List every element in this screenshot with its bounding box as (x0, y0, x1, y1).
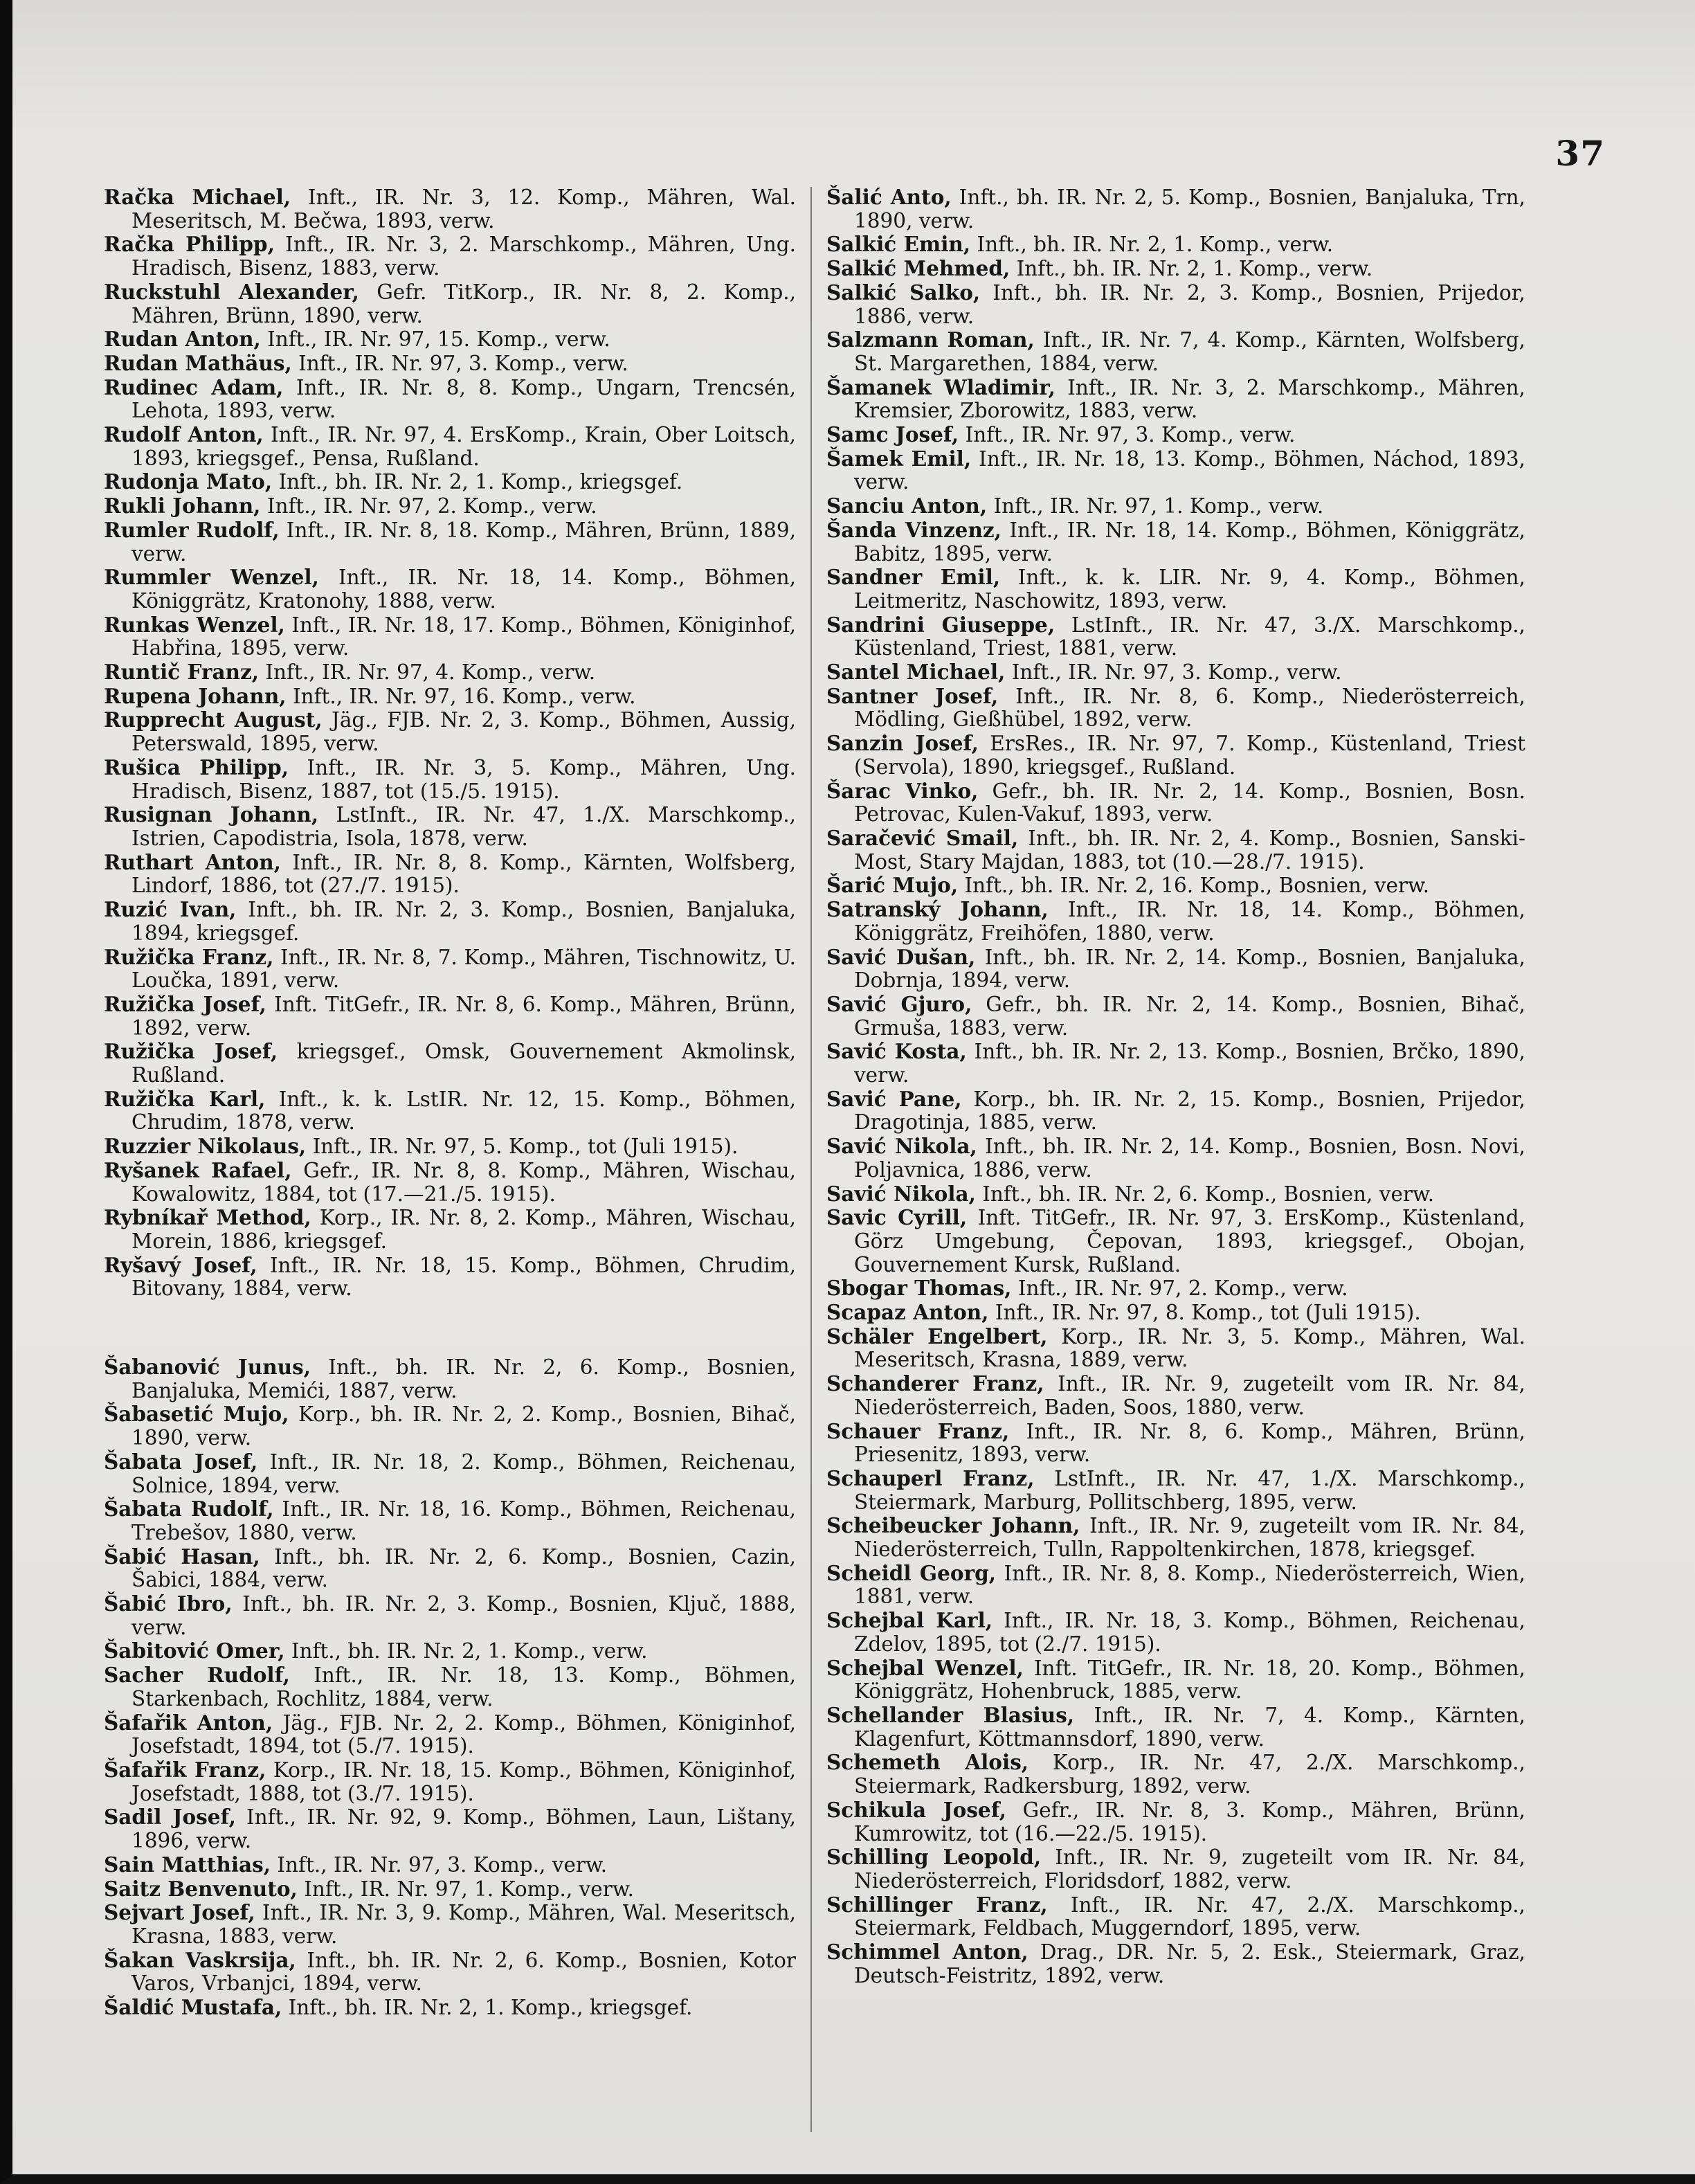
left-column (104, 186, 796, 2020)
register-entry (104, 660, 796, 685)
register-entry (826, 1301, 1525, 1325)
entry-name: Ružička Franz, (104, 944, 274, 969)
entry-name: Satranský Johann, (826, 897, 1049, 922)
entry-name: Sejvart Josef, (104, 1900, 255, 1925)
entry-details: Drag., DR. Nr. 5, 2. Esk., Steiermark, Graz, Deutsch-Feistritz, 1892, verw. (854, 1940, 1525, 1987)
entry-details: Inft., IR. Nr. 18, 14. Komp., Böhmen, Königgrätz, Babitz, 1895, verw. (854, 518, 1525, 566)
entry-details: Korp., IR. Nr. 8, 2. Komp., Mähren, Wischau, Morein, 1886, kriegsgef. (132, 1206, 796, 1253)
register-entry (826, 281, 1525, 328)
register-entry (104, 494, 796, 518)
entry-name: Saitz Benvenuto, (104, 1876, 298, 1901)
entry-name: Schimmel Anton, (826, 1940, 1028, 1965)
entry-name: Šamanek Wladimir, (826, 374, 1055, 399)
entry-details: Inft., bh. IR. Nr. 2, 1. Komp., kriegsgef. (282, 1996, 693, 2020)
entry-name: Savić Nikola, (826, 1181, 976, 1206)
entry-details: Inft., IR. Nr. 97, 3. Komp., verw. (271, 1852, 608, 1877)
entry-name: Sadil Josef, (104, 1805, 236, 1830)
entry-name: Račka Michael, (104, 185, 291, 209)
entry-name: Scheibeucker Johann, (826, 1513, 1080, 1538)
entry-name: Ružička Josef, (104, 991, 266, 1016)
register-entry (104, 1949, 796, 1996)
entry-details: Inft. TitGefr., IR. Nr. 97, 3. ErsKomp., Küstenland, Görz Umgebung, Čepovan, 1893, kriegsgef., Obojan, Gouvernement Kursk, Rußland. (854, 1206, 1525, 1276)
entry-name: Šabata Rudolf, (104, 1497, 274, 1522)
register-entry (826, 898, 1525, 945)
register-entry (104, 1663, 796, 1711)
entry-name: Santel Michael, (826, 660, 1006, 685)
entry-name: Savić Nikola, (826, 1134, 977, 1159)
register-entry (826, 1276, 1525, 1301)
entry-details: Inft., IR. Nr. 47, 2./X. Marschkomp., Steiermark, Feldbach, Muggerndorf, 1895, verw. (854, 1893, 1525, 1940)
entry-name: Schanderer Franz, (826, 1371, 1044, 1396)
entry-name: Savić Gjuro, (826, 991, 972, 1016)
entry-details: Inft., IR. Nr. 3, 2. Marschkomp., Mähren, Ung. Hradisch, Bisenz, 1883, verw. (132, 233, 797, 280)
entry-name: Sbogar Thomas, (826, 1276, 1012, 1301)
entry-name: Salkić Emin, (826, 232, 971, 257)
entry-name: Schäler Engelbert, (826, 1324, 1048, 1348)
entry-details: kriegsgef., Omsk, Gouvernement Akmolinsk, Rußland. (132, 1040, 796, 1088)
register-entry (826, 732, 1525, 779)
entry-name: Salzmann Roman, (826, 327, 1035, 352)
entry-name: Šafařik Anton, (104, 1710, 273, 1735)
register-entry (826, 257, 1525, 281)
register-entry (104, 1402, 796, 1450)
entry-name: Rudan Anton, (104, 327, 261, 352)
entry-name: Šafařik Franz, (104, 1758, 266, 1782)
register-entry (104, 566, 796, 613)
register-entry (826, 447, 1525, 494)
entry-details: Inft., IR. Nr. 97, 1. Komp., verw. (297, 1877, 634, 1901)
register-entry (826, 1798, 1525, 1845)
entry-details: Inft., IR. Nr. 97, 2. Komp., verw. (1011, 1276, 1348, 1301)
register-entry (104, 993, 796, 1040)
entry-details: Inft., IR. Nr. 9, zugeteilt vom IR. Nr. 84, Niederösterreich, Tulln, Rappoltenkirchen, 1878, kriegsgef. (854, 1514, 1525, 1562)
entry-name: Rumler Rudolf, (104, 517, 280, 542)
entry-name: Ruthart Anton, (104, 849, 281, 874)
entry-details: Inft., IR. Nr. 18, 15. Komp., Böhmen, Chrudim, Bitovany, 1884, verw. (132, 1253, 796, 1301)
entry-details: Inft., k. k. LstIR. Nr. 12, 15. Komp., Böhmen, Chrudim, 1878, verw. (132, 1087, 796, 1135)
entry-details: Inft. TitGefr., IR. Nr. 18, 20. Komp., Böhmen, Königgrätz, Hohenbruck, 1885, verw. (854, 1656, 1525, 1704)
register-entry (104, 1159, 796, 1206)
entry-details: Korp., IR. Nr. 18, 15. Komp., Böhmen, Königinhof, Josefstadt, 1888, tot (3./7. 1915). (132, 1758, 796, 1805)
entry-name: Scheidl Georg, (826, 1560, 997, 1585)
entry-details: Inft., IR. Nr. 3, 9. Komp., Mähren, Wal. Meseritsch, Krasna, 1883, verw. (132, 1901, 796, 1948)
entry-name: Savić Dušan, (826, 944, 976, 969)
entry-name: Sacher Rudolf, (104, 1663, 290, 1688)
entry-name: Šakan Vaskrsija, (104, 1947, 296, 1972)
entry-details: Inft., bh. IR. Nr. 2, 14. Komp., Bosnien, Banjaluka, Dobrnja, 1894, verw. (854, 945, 1525, 993)
register-entry (104, 1758, 796, 1805)
entry-details: Inft., bh. IR. Nr. 2, 3. Komp., Bosnien, Ključ, 1888, verw. (132, 1592, 797, 1639)
entry-name: Sandrini Giuseppe, (826, 612, 1055, 637)
entry-name: Rybníkař Method, (104, 1205, 311, 1230)
register-entry (104, 423, 796, 470)
register-entry (104, 756, 796, 803)
register-entry (104, 1996, 796, 2020)
entry-name: Rukli Johann, (104, 494, 261, 518)
entry-name: Rudolf Anton, (104, 422, 264, 447)
entry-name: Schauer Franz, (826, 1418, 1010, 1443)
entry-details: Inft., IR. Nr. 7, 4. Komp., Kärnten, Wolfsberg, St. Margarethen, 1884, verw. (854, 328, 1525, 375)
entry-name: Šabanović Junus, (104, 1355, 311, 1380)
register-entry (104, 613, 796, 660)
register-entry (826, 1704, 1525, 1751)
register-entry (826, 1325, 1525, 1372)
entry-details: Inft., IR. Nr. 97, 5. Komp., tot (Juli 1915). (306, 1135, 738, 1159)
register-entry (104, 1497, 796, 1544)
entry-details: Inft., bh. IR. Nr. 2, 1. Komp., kriegsgef. (272, 470, 683, 494)
register-entry (826, 1040, 1525, 1087)
section-gap (104, 1301, 796, 1355)
register-entry (826, 494, 1525, 518)
entry-name: Ryšanek Rafael, (104, 1157, 292, 1182)
entry-details: Inft., IR. Nr. 9, zugeteilt vom IR. Nr. 84, Niederösterreich, Floridsdorf, 1882, verw. (854, 1845, 1525, 1893)
register-entry (104, 946, 796, 993)
entry-details: Inft., bh. IR. Nr. 2, 14. Komp., Bosnien, Bosn. Novi, Poljavnica, 1886, verw. (854, 1135, 1525, 1182)
register-entry (104, 376, 796, 423)
entry-name: Savić Kosta, (826, 1039, 967, 1064)
entry-details: Inft., IR. Nr. 8, 18. Komp., Mähren, Brünn, 1889, verw. (132, 518, 796, 566)
entry-details: Inft., IR. Nr. 8, 6. Komp., Niederösterreich, Mödling, Gießhübel, 1892, verw. (854, 684, 1525, 732)
column-divider (810, 187, 812, 2132)
entry-details: Inft., bh. IR. Nr. 2, 6. Komp., Bosnien, Cazin, Šabici, 1884, verw. (132, 1544, 796, 1592)
entry-details: Inft., IR. Nr. 18, 13. Komp., Böhmen, Náchod, 1893, verw. (854, 446, 1525, 494)
entry-name: Ryšavý Josef, (104, 1252, 257, 1277)
register-entry (826, 1893, 1525, 1940)
register-entry (826, 1609, 1525, 1656)
register-entry (826, 779, 1525, 827)
entry-details: Inft., IR. Nr. 9, zugeteilt vom IR. Nr. 84, Niederösterreich, Baden, Soos, 1880, verw. (854, 1372, 1525, 1419)
entry-name: Sandner Emil, (826, 565, 1001, 590)
entry-name: Sanzin Josef, (826, 731, 979, 756)
entry-details: Inft., IR. Nr. 18, 2. Komp., Böhmen, Reichenau, Solnice, 1894, verw. (132, 1450, 796, 1497)
entry-name: Ružička Karl, (104, 1086, 266, 1111)
entry-details: Inft., IR. Nr. 97, 3. Komp., verw. (959, 423, 1296, 447)
register-entry (104, 280, 796, 327)
entry-details: Korp., bh. IR. Nr. 2, 2. Komp., Bosnien, Bihač, 1890, verw. (132, 1402, 796, 1450)
register-entry (826, 827, 1525, 874)
entry-name: Schauperl Franz, (826, 1465, 1035, 1490)
register-entry (826, 376, 1525, 423)
entry-details: Inft., IR. Nr. 18, 13. Komp., Böhmen, Starkenbach, Rochlitz, 1884, verw. (132, 1663, 796, 1711)
entry-details: Gefr., bh. IR. Nr. 2, 14. Komp., Bosnien, Bosn. Petrovac, Kulen-Vakuf, 1893, verw. (854, 779, 1525, 827)
entry-details: Inft., k. k. LIR. Nr. 9, 4. Komp., Böhmen, Leitmeritz, Naschowitz, 1893, verw. (854, 566, 1526, 613)
right-column (826, 186, 1525, 1987)
entry-details: Inft., IR. Nr. 3, 5. Komp., Mähren, Ung. Hradisch, Bisenz, 1887, tot (15./5. 1915). (132, 755, 796, 803)
entry-details: Inft., IR. Nr. 8, 8. Komp., Niederösterreich, Wien, 1881, verw. (854, 1561, 1525, 1609)
entry-name: Rudan Mathäus, (104, 350, 292, 375)
entry-details: Inft., IR. Nr. 7, 4. Komp., Kärnten, Klagenfurt, Köttmannsdorf, 1890, verw. (854, 1704, 1525, 1751)
entry-details: Inft., IR. Nr. 18, 3. Komp., Böhmen, Reichenau, Zdelov, 1895, tot (2./7. 1915). (854, 1609, 1525, 1656)
entry-name: Salkić Mehmed, (826, 256, 1010, 281)
entry-name: Sain Matthias, (104, 1852, 271, 1877)
register-entry (826, 1420, 1525, 1467)
register-entry (826, 613, 1525, 660)
entry-name: Šanda Vinzenz, (826, 517, 1001, 542)
register-entry (104, 685, 796, 709)
register-entry (826, 1467, 1525, 1514)
entry-details: Inft., bh. IR. Nr. 2, 1. Komp., verw. (284, 1639, 648, 1663)
register-entry (104, 1254, 796, 1301)
entry-details: Inft., bh. IR. Nr. 2, 1. Komp., verw. (970, 233, 1334, 257)
entry-name: Ruckstuhl Alexander, (104, 279, 359, 304)
entry-details: Inft., bh. IR. Nr. 2, 3. Komp., Bosnien, Prijedor, 1886, verw. (854, 280, 1525, 328)
entry-details: Inft., IR. Nr. 3, 12. Komp., Mähren, Wal. Meseritsch, M. Bečwa, 1893, verw. (132, 186, 796, 233)
register-entry (104, 1639, 796, 1663)
entry-details: Inft., IR. Nr. 3, 2. Marschkomp., Mähren, Kremsier, Zborowitz, 1883, verw. (854, 375, 1526, 423)
register-entry (826, 518, 1525, 566)
entry-name: Runkas Wenzel, (104, 612, 285, 637)
register-entry (826, 1135, 1525, 1182)
register-entry (104, 851, 796, 898)
entry-details: Jäg., FJB. Nr. 2, 2. Komp., Böhmen, Königinhof, Josefstadt, 1894, tot (5./7. 1915). (132, 1711, 796, 1758)
entry-name: Šamek Emil, (826, 446, 972, 471)
entry-name: Schellander Blasius, (826, 1703, 1075, 1727)
entry-details: LstInft., IR. Nr. 47, 1./X. Marschkomp., Istrien, Capodistria, Isola, 1878, verw. (132, 803, 796, 850)
register-entry (104, 1040, 796, 1087)
entry-name: Rupprecht August, (104, 707, 323, 732)
entry-name: Sanciu Anton, (826, 494, 988, 518)
entry-name: Schejbal Wenzel, (826, 1655, 1024, 1680)
entry-name: Ruzzier Nikolaus, (104, 1134, 307, 1159)
entry-details: Korp., bh. IR. Nr. 2, 15. Komp., Bosnien, Prijedor, Dragotinja, 1885, verw. (854, 1087, 1525, 1135)
entry-details: LstInft., IR. Nr. 47, 1./X. Marschkomp., Steiermark, Marburg, Pollitschberg, 1895, verw. (854, 1466, 1525, 1514)
register-entry (104, 1545, 796, 1592)
entry-name: Savic Cyrill, (826, 1205, 968, 1230)
register-entry (826, 993, 1525, 1040)
entry-name: Runtič Franz, (104, 660, 260, 685)
entry-name: Šarić Mujo, (826, 873, 959, 898)
entry-details: Inft., IR. Nr. 97, 16. Komp., verw. (286, 684, 636, 708)
register-entry (104, 803, 796, 850)
register-entry (826, 1182, 1525, 1207)
register-entry (826, 566, 1525, 613)
entry-name: Schemeth Alois, (826, 1750, 1029, 1775)
entry-name: Račka Philipp, (104, 232, 275, 257)
entry-name: Savić Pane, (826, 1086, 962, 1111)
entry-name: Šabata Josef, (104, 1449, 258, 1474)
entry-name: Schilling Leopold, (826, 1845, 1042, 1870)
register-entry (826, 1751, 1525, 1798)
entry-name: Rusignan Johann, (104, 802, 319, 827)
register-entry (826, 1514, 1525, 1561)
entry-details: LstInft., IR. Nr. 47, 3./X. Marschkomp., Küstenland, Triest, 1881, verw. (854, 613, 1525, 660)
entry-details: Inft., IR. Nr. 97, 4. ErsKomp., Krain, Ober Loitsch, 1893, kriegsgef., Pensa, Rußland. (132, 423, 796, 470)
entry-name: Šabić Hasan, (104, 1544, 260, 1569)
entry-name: Rušica Philipp, (104, 755, 289, 779)
register-entry (104, 1355, 796, 1402)
register-entry (826, 946, 1525, 993)
entry-name: Šalić Anto, (826, 185, 952, 209)
entry-details: Inft., IR. Nr. 8, 7. Komp., Mähren, Tischnowitz, U. Loučka, 1891, verw. (132, 945, 796, 993)
register-entry (826, 1206, 1525, 1276)
register-entry (826, 1562, 1525, 1609)
entry-details: Inft., IR. Nr. 97, 8. Komp., tot (Juli 1915). (988, 1301, 1421, 1325)
register-entry (104, 1901, 796, 1948)
entry-details: Jäg., FJB. Nr. 2, 3. Komp., Böhmen, Aussig, Peterswald, 1895, verw. (132, 708, 796, 756)
entry-name: Schejbal Karl, (826, 1608, 992, 1633)
register-entry (104, 327, 796, 352)
register-entry (826, 685, 1525, 732)
entry-details: Inft., IR. Nr. 97, 1. Komp., verw. (987, 494, 1324, 518)
entry-details: Inft., IR. Nr. 18, 16. Komp., Böhmen, Reichenau, Trebešov, 1880, verw. (132, 1497, 796, 1544)
entry-name: Samc Josef, (826, 422, 959, 447)
register-entry (104, 1450, 796, 1497)
entry-details: Gefr., bh. IR. Nr. 2, 14. Komp., Bosnien, Bihač, Grmuša, 1883, verw. (854, 992, 1525, 1040)
register-entry (104, 352, 796, 376)
entry-name: Šabitović Omer, (104, 1639, 285, 1663)
entry-details: ErsRes., IR. Nr. 97, 7. Komp., Küstenland, Triest (Servola), 1890, kriegsgef., Rußland. (854, 732, 1525, 779)
register-entry (104, 1135, 796, 1159)
register-entry (826, 1657, 1525, 1704)
entry-details: Gefr., IR. Nr. 8, 3. Komp., Mähren, Brünn, Kumrowitz, tot (16.—22./5. 1915). (854, 1798, 1525, 1845)
entry-details: Gefr. TitKorp., IR. Nr. 8, 2. Komp., Mähren, Brünn, 1890, verw. (132, 280, 796, 327)
entry-details: Inft., bh. IR. Nr. 2, 1. Komp., verw. (1010, 257, 1373, 281)
register-entry (826, 1088, 1525, 1135)
register-entry (104, 1592, 796, 1639)
entry-details: Inft., IR. Nr. 97, 4. Komp., verw. (259, 660, 596, 685)
register-entry (104, 470, 796, 494)
entry-details: Inft., bh. IR. Nr. 2, 3. Komp., Bosnien, Banjaluka, 1894, kriegsgef. (132, 898, 796, 945)
entry-details: Inft., bh. IR. Nr. 2, 13. Komp., Bosnien, Brčko, 1890, verw. (854, 1040, 1525, 1088)
entry-details: Inft., IR. Nr. 97, 2. Komp., verw. (260, 494, 597, 518)
entry-name: Scapaz Anton, (826, 1300, 989, 1325)
entry-name: Rupena Johann, (104, 683, 287, 708)
entry-name: Santner Josef, (826, 683, 999, 708)
register-entry (104, 1853, 796, 1877)
entry-name: Šaldić Mustafa, (104, 1995, 282, 2020)
entry-name: Rudonja Mato, (104, 469, 273, 494)
entry-details: Inft. TitGefr., IR. Nr. 8, 6. Komp., Mähren, Brünn, 1892, verw. (132, 992, 796, 1040)
entry-details: Korp., IR. Nr. 3, 5. Komp., Mähren, Wal. Meseritsch, Krasna, 1889, verw. (854, 1324, 1525, 1372)
entry-name: Schillinger Franz, (826, 1892, 1048, 1917)
entry-name: Saračević Smail, (826, 825, 1019, 850)
entry-details: Inft., IR. Nr. 18, 14. Komp., Böhmen, Königgrätz, Kratonohy, 1888, verw. (132, 566, 797, 613)
register-entry (104, 1711, 796, 1758)
register-entry (826, 423, 1525, 447)
register-entry (826, 1372, 1525, 1419)
register-entry (826, 233, 1525, 257)
entry-details: Inft., bh. IR. Nr. 2, 6. Komp., Bosnien, Kotor Varos, Vrbanjci, 1894, verw. (132, 1948, 797, 1996)
entry-details: Inft., IR. Nr. 92, 9. Komp., Böhmen, Laun, Lištany, 1896, verw. (132, 1805, 796, 1853)
entry-name: Šarac Vinko, (826, 778, 979, 803)
register-entry (104, 1206, 796, 1253)
register-entry (826, 874, 1525, 898)
register-entry (104, 186, 796, 233)
entry-details: Korp., IR. Nr. 47, 2./X. Marschkomp., Steiermark, Radkersburg, 1892, verw. (854, 1751, 1525, 1798)
entry-details: Inft., IR. Nr. 97, 3. Komp., verw. (291, 351, 628, 375)
register-entry (104, 233, 796, 280)
register-entry (826, 660, 1525, 685)
register-entry (104, 708, 796, 755)
entry-name: Salkić Salko, (826, 280, 981, 305)
entry-details: Inft., bh. IR. Nr. 2, 6. Komp., Bosnien, verw. (975, 1182, 1435, 1206)
register-entry (826, 328, 1525, 375)
register-entry (826, 1940, 1525, 1987)
page-number: 37 (1555, 133, 1605, 174)
register-entry (104, 1805, 796, 1852)
entry-details: Inft., bh. IR. Nr. 2, 16. Komp., Bosnien, verw. (958, 874, 1430, 898)
register-entry (104, 1877, 796, 1902)
entry-details: Inft., IR. Nr. 8, 8. Komp., Kärnten, Wolfsberg, Lindorf, 1886, tot (27./7. 1915). (132, 850, 797, 898)
entry-details: Inft., bh. IR. Nr. 2, 4. Komp., Bosnien, Sanski-Most, Stary Majdan, 1883, tot (10.—28./7. 1915). (854, 826, 1526, 874)
entry-name: Šabasetić Mujo, (104, 1402, 289, 1427)
entry-name: Schikula Josef, (826, 1797, 1007, 1822)
register-entry (104, 898, 796, 945)
entry-name: Šabić Ibro, (104, 1591, 233, 1616)
entry-details: Inft., bh. IR. Nr. 2, 5. Komp., Bosnien, Banjaluka, Trn, 1890, verw. (854, 186, 1525, 233)
register-entry (826, 1845, 1525, 1893)
entry-details: Inft., IR. Nr. 18, 14. Komp., Böhmen, Königgrätz, Freihöfen, 1880, verw. (854, 898, 1525, 945)
entry-details: Inft., bh. IR. Nr. 2, 6. Komp., Bosnien, Banjaluka, Memići, 1887, verw. (132, 1355, 796, 1402)
register-entry (104, 518, 796, 566)
entry-name: Ruzić Ivan, (104, 897, 237, 922)
entry-details: Inft., IR. Nr. 97, 15. Komp., verw. (260, 327, 610, 352)
entry-details: Inft., IR. Nr. 8, 8. Komp., Ungarn, Trencsén, Lehota, 1893, verw. (132, 375, 796, 423)
entry-details: Inft., IR. Nr. 8, 6. Komp., Mähren, Brünn, Priesenitz, 1893, verw. (854, 1419, 1525, 1467)
register-entry (826, 186, 1525, 233)
entry-details: Gefr., IR. Nr. 8, 8. Komp., Mähren, Wischau, Kowalowitz, 1884, tot (17.—21./5. 1915). (132, 1158, 796, 1206)
entry-name: Ružička Josef, (104, 1039, 278, 1064)
entry-details: Inft., IR. Nr. 97, 3. Komp., verw. (1005, 660, 1342, 685)
register-entry (104, 1088, 796, 1135)
entry-details: Inft., IR. Nr. 18, 17. Komp., Böhmen, Königinhof, Habřina, 1895, verw. (132, 613, 796, 660)
entry-name: Rummler Wenzel, (104, 565, 319, 590)
entry-name: Rudinec Adam, (104, 374, 284, 399)
